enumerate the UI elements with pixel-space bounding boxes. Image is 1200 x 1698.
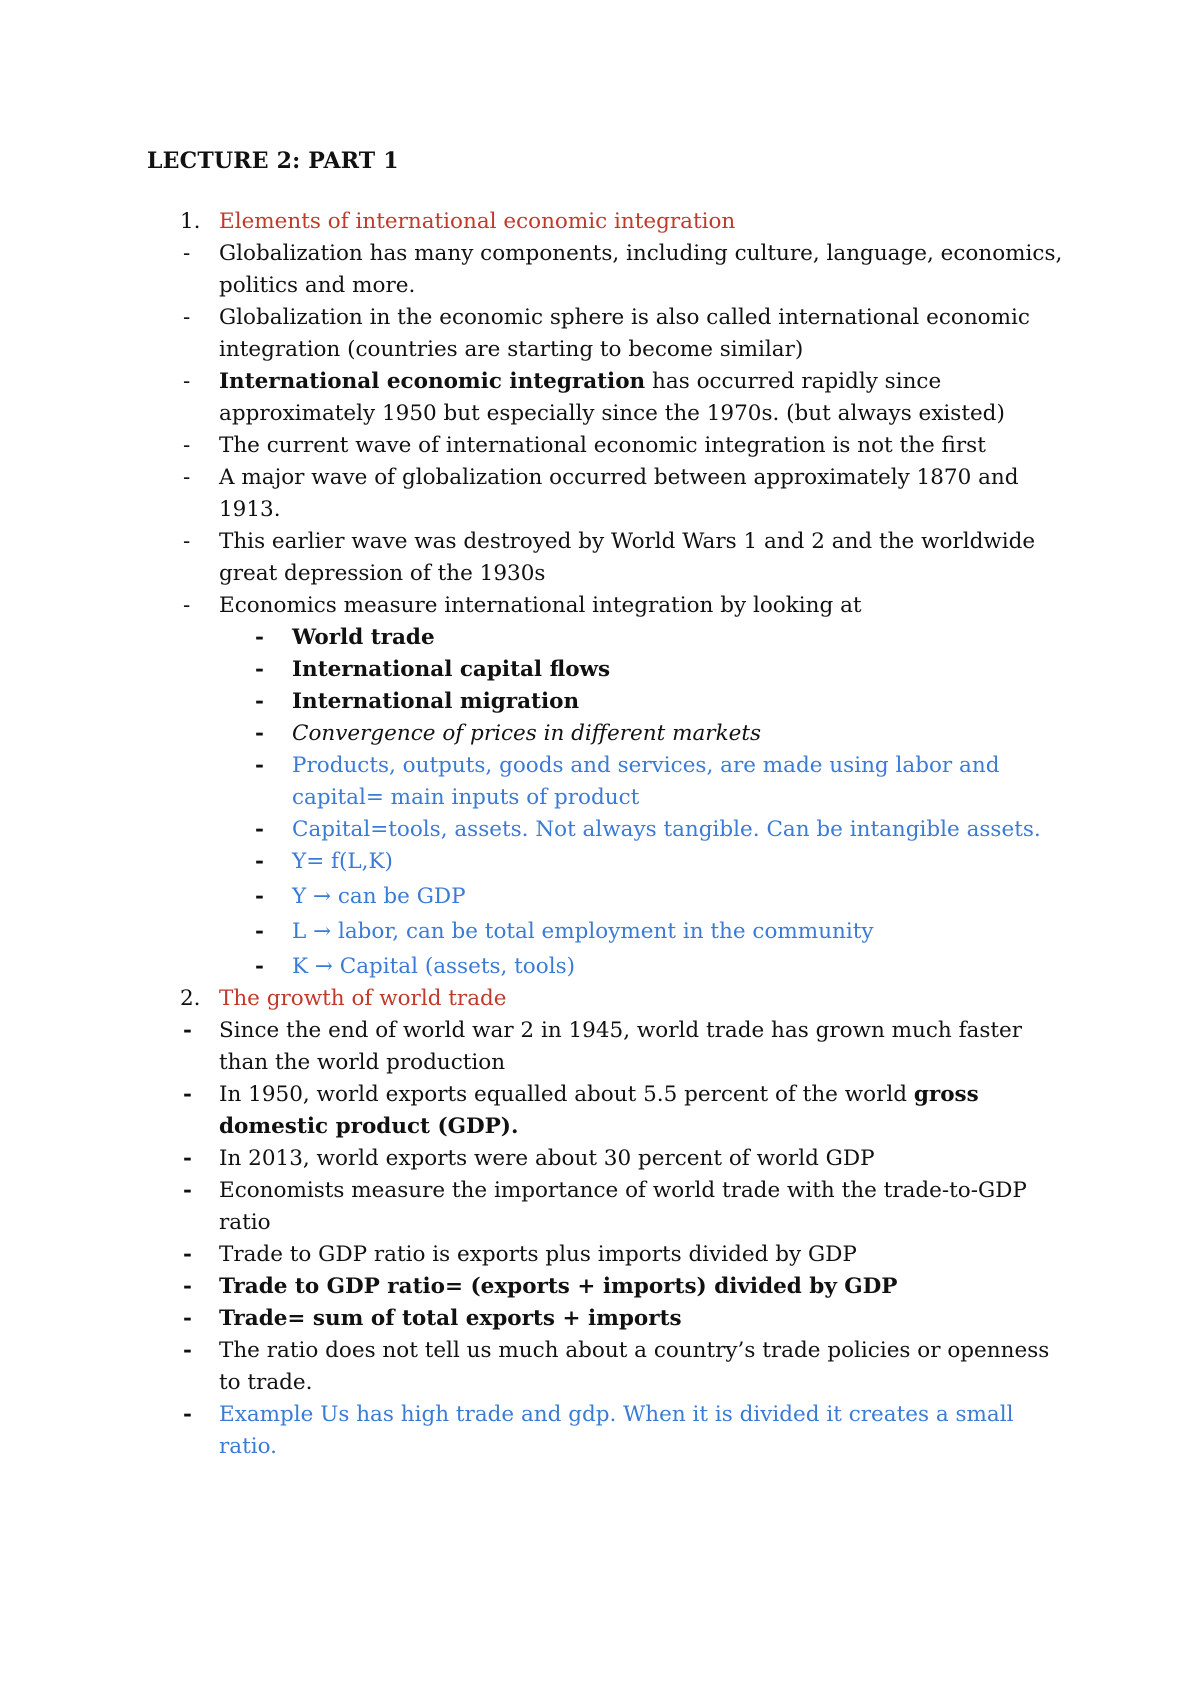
dash-bullet: - — [255, 849, 264, 874]
list-item-text: Economists measure the importance of world trade with the trade-to-GDP ratio — [219, 1178, 1027, 1235]
list-item — [147, 1143, 1067, 1175]
dash-bullet: - — [255, 657, 264, 682]
dash-bullet: - — [183, 1146, 192, 1171]
dash-bullet: - — [183, 529, 191, 554]
list-item-text: The ratio does not tell us much about a country’s trade policies or openness to trade. — [219, 1338, 1050, 1395]
dash-bullet: - — [183, 1338, 192, 1363]
list-item — [147, 366, 1067, 430]
section-heading-text: Elements of international economic integration — [219, 209, 736, 234]
list-item-text: Globalization in the economic sphere is also called international economic integration (countries are starting to become similar) — [219, 305, 1030, 362]
list-item-bold-text: Trade= sum of total exports + imports — [219, 1306, 682, 1331]
sub-list-item — [147, 846, 1067, 878]
lecture-notes-list — [147, 206, 1067, 1463]
list-item — [147, 1175, 1067, 1239]
sub-list-item-text: K → Capital (assets, tools) — [292, 954, 575, 979]
dash-bullet: - — [183, 305, 191, 330]
dash-bullet: - — [183, 433, 191, 458]
sub-list-item-text: Capital=tools, assets. Not always tangible. Can be intangible assets. — [292, 817, 1041, 842]
list-item-text: In 2013, world exports were about 30 percent of world GDP — [219, 1146, 875, 1171]
dash-bullet: - — [255, 884, 264, 909]
dash-bullet: - — [183, 1178, 192, 1203]
list-item-text: Economics measure international integration by looking at — [219, 593, 862, 618]
dash-bullet: - — [255, 919, 264, 944]
sub-list-item — [147, 686, 1067, 718]
sub-list-item-text: Convergence of prices in different markets — [292, 721, 761, 746]
list-item-text: The current wave of international economic integration is not the first — [219, 433, 986, 458]
list-item-bold-text: gross domestic product (GDP). — [219, 1082, 979, 1139]
sub-list-item — [147, 916, 1067, 948]
list-item — [147, 1303, 1067, 1335]
list-item-bold-text: International economic integration — [219, 369, 646, 394]
dash-bullet: - — [183, 465, 191, 490]
section-number: 2. — [180, 986, 201, 1011]
list-item-text: Since the end of world war 2 in 1945, world trade has grown much faster than the world production — [219, 1018, 1023, 1075]
section-number: 1. — [180, 209, 201, 234]
dash-bullet: - — [255, 689, 264, 714]
sub-list-item — [147, 718, 1067, 750]
dash-bullet: - — [183, 369, 191, 394]
list-item — [147, 1335, 1067, 1399]
list-item — [147, 526, 1067, 590]
list-item — [147, 238, 1067, 302]
list-item — [147, 1271, 1067, 1303]
list-item-text: Globalization has many components, including culture, language, economics, politics and more. — [219, 241, 1063, 298]
sub-list-item-text: World trade — [292, 625, 435, 650]
list-item-text: A major wave of globalization occurred between approximately 1870 and 1913. — [219, 465, 1019, 522]
list-item — [147, 462, 1067, 526]
list-item-text: has occurred rapidly since approximately 1950 but especially since the 1970s. (but always existed) — [219, 369, 1005, 426]
dash-bullet: - — [255, 753, 264, 778]
sub-list-item — [147, 750, 1067, 814]
list-item-text: Example Us has high trade and gdp. When it is divided it creates a small ratio. — [219, 1402, 1014, 1459]
section-heading-text: The growth of world trade — [219, 986, 507, 1011]
list-item-text: In 1950, world exports equalled about 5.5 percent of the world — [219, 1082, 914, 1107]
sub-list-item — [147, 881, 1067, 913]
dash-bullet: - — [183, 1242, 192, 1267]
sub-list-item-text: International migration — [292, 689, 580, 714]
page-title: LECTURE 2: PART 1 — [147, 148, 399, 174]
list-item — [147, 1399, 1067, 1463]
dash-bullet: - — [183, 1306, 192, 1331]
list-item — [147, 430, 1067, 462]
dash-bullet: - — [255, 721, 264, 746]
dash-bullet: - — [183, 1018, 192, 1043]
dash-bullet: - — [183, 1274, 192, 1299]
sub-list-item-text: L → labor, can be total employment in the community — [292, 919, 874, 944]
sub-list-item — [147, 814, 1067, 846]
list-item — [147, 302, 1067, 366]
sub-list-item-text: Products, outputs, goods and services, are made using labor and capital= main inputs of product — [292, 753, 1000, 810]
dash-bullet: - — [255, 954, 264, 979]
list-item-bold-text: Trade to GDP ratio= (exports + imports) divided by GDP — [219, 1274, 898, 1299]
sub-list-item — [147, 951, 1067, 983]
sub-list-item-text: Y → can be GDP — [292, 884, 466, 909]
sub-list-item-text: Y= f(L,K) — [292, 849, 393, 874]
sub-list-item-text: International capital flows — [292, 657, 611, 682]
list-item — [147, 590, 1067, 622]
dash-bullet: - — [255, 625, 264, 650]
list-item — [147, 1015, 1067, 1079]
sub-list-item — [147, 622, 1067, 654]
list-item — [147, 1079, 1067, 1143]
list-item-text: Trade to GDP ratio is exports plus imports divided by GDP — [219, 1242, 857, 1267]
dash-bullet: - — [183, 1402, 192, 1427]
dash-bullet: - — [255, 817, 264, 842]
section-heading-1 — [147, 206, 1067, 238]
list-item — [147, 1239, 1067, 1271]
dash-bullet: - — [183, 241, 191, 266]
section-heading-2 — [147, 983, 1067, 1015]
list-item-text: This earlier wave was destroyed by World Wars 1 and 2 and the worldwide great depression of the 1930s — [219, 529, 1036, 586]
dash-bullet: - — [183, 1082, 192, 1107]
sub-list-item — [147, 654, 1067, 686]
dash-bullet: - — [183, 593, 191, 618]
